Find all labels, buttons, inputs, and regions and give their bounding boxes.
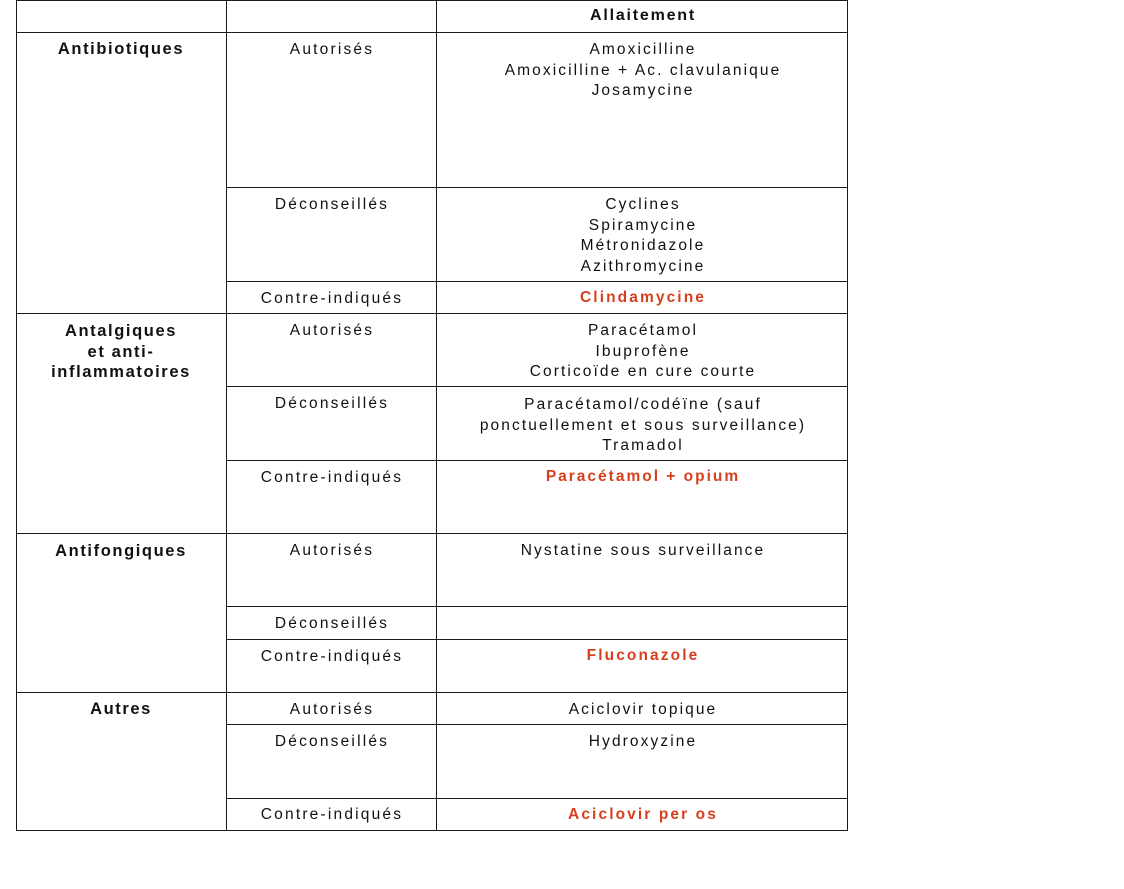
status-contre-indiques: Contre-indiqués: [260, 469, 404, 486]
grid-line: [226, 606, 848, 607]
category-antibiotiques: Antibiotiques: [57, 40, 185, 58]
drugs-cell: [438, 40, 848, 102]
drugs-cell-contraindicated: [438, 805, 848, 826]
category-line: inflammatoires: [51, 363, 191, 381]
drugs-cell: [438, 541, 848, 562]
drug-item: Hydroxyzine: [588, 733, 698, 750]
drug-item: Josamycine: [591, 82, 695, 99]
drug-item: Tramadol: [602, 437, 684, 454]
drug-item: Paracétamol/codéïne (sauf: [524, 396, 762, 413]
drugs-cell: [438, 321, 848, 383]
grid-line: [16, 533, 848, 534]
status-deconseilles: Déconseillés: [274, 615, 390, 632]
status-deconseilles: Déconseillés: [274, 196, 390, 213]
header-allaitement: [438, 6, 848, 27]
status-contre-indiques: Contre-indiqués: [260, 806, 404, 823]
drugs-cell-contraindicated: [438, 646, 848, 667]
drug-item-contraindicated: Clindamycine: [580, 289, 706, 306]
header-label: Allaitement: [589, 7, 697, 24]
grid-line: [16, 692, 848, 693]
grid-line: [226, 460, 848, 461]
drugs-cell: [438, 732, 848, 753]
drug-item: Aciclovir topique: [568, 701, 718, 718]
grid-line: [226, 639, 848, 640]
grid-line: [16, 830, 848, 831]
grid-line: [226, 187, 848, 188]
status-autorises: Autorisés: [289, 322, 375, 339]
grid-line: [226, 724, 848, 725]
drug-item: Azithromycine: [580, 257, 706, 275]
status-autorises: Autorisés: [289, 701, 375, 718]
drug-item: Nystatine sous surveillance: [520, 542, 766, 559]
grid-line: [16, 32, 848, 33]
category-antifongiques: Antifongiques: [55, 542, 187, 560]
status-deconseilles: Déconseillés: [274, 733, 390, 750]
grid-line: [226, 281, 848, 282]
category-autres: Autres: [90, 700, 152, 718]
status-contre-indiques: Contre-indiqués: [260, 290, 404, 307]
status-deconseilles: Déconseillés: [274, 395, 390, 412]
category-antalgiques: [17, 321, 225, 383]
drug-item: Amoxicilline + Ac. clavulanique: [504, 61, 782, 79]
status-contre-indiques: Contre-indiqués: [260, 648, 404, 665]
category-line: Antalgiques: [64, 322, 178, 340]
grid-line: [436, 0, 437, 831]
drug-item: Paracétamol: [587, 322, 699, 339]
grid-line: [226, 0, 227, 831]
drug-item: Corticoïde en cure courte: [529, 363, 757, 380]
drugs-cell: [438, 700, 848, 721]
grid-line: [16, 313, 848, 314]
status-autorises: Autorisés: [289, 41, 375, 58]
drug-item: Amoxicilline: [589, 41, 697, 58]
drug-item: ponctuellement et sous surveillance): [479, 416, 807, 434]
drug-item-contraindicated: Paracétamol + opium: [545, 468, 741, 485]
drug-item: Cyclines: [605, 196, 681, 213]
grid-line: [226, 798, 848, 799]
drugs-cell: [438, 395, 848, 457]
drugs-cell-contraindicated: [438, 467, 848, 488]
drugs-cell-contraindicated: [438, 288, 848, 309]
drug-item-contraindicated: Fluconazole: [586, 647, 700, 664]
drugs-cell: [438, 195, 848, 277]
drug-item: Spiramycine: [588, 216, 698, 234]
drug-item-contraindicated: Aciclovir per os: [568, 806, 718, 823]
grid-line: [16, 0, 848, 1]
drug-item: Métronidazole: [580, 237, 706, 254]
status-autorises: Autorisés: [289, 542, 375, 559]
grid-line: [226, 386, 848, 387]
category-line: et anti-: [87, 342, 155, 361]
drug-item: Ibuprofène: [595, 342, 691, 360]
